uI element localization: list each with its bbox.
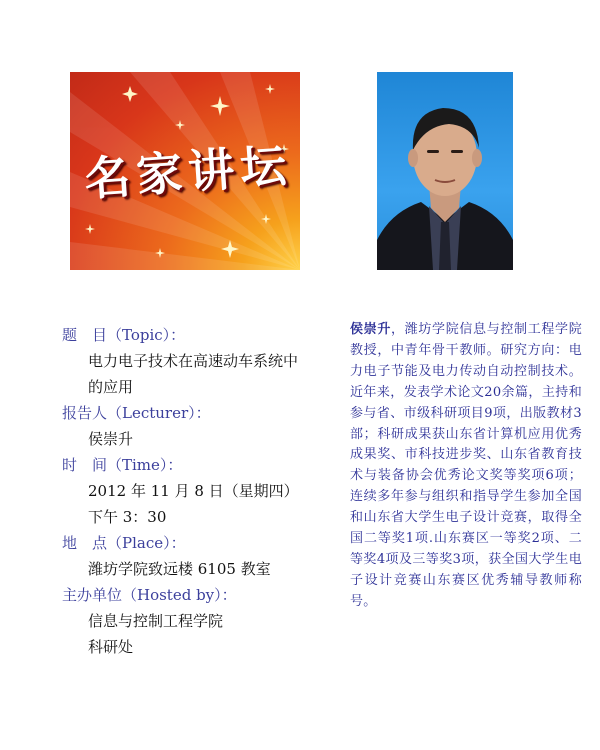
lecturer-name: 侯崇升 xyxy=(88,430,134,448)
time-label: 时 间（Time）： xyxy=(62,456,183,474)
bio-name: 侯崇升 xyxy=(350,322,392,337)
host-label: 主办单位（Hosted by）： xyxy=(62,586,237,604)
bio-text: ，潍坊学院信息与控制工程学院教授，中青年骨干教师。研究方向：电力电子节能及电力传动自动控制技术。近年来，发表学术论文20余篇，主持和参与省、市级科研项目9项，出版教材3部；科研成果获山东省计算机应用优秀成果奖、市科技进步奖、山东省教育技术与装备协会优秀论文奖等奖项6项；连续多年参与组织和指导学生参加全国和山东省大学生电子设计竞赛，取得全国二等奖1项.山东赛区一等奖2项、二等奖4项及三等奖3项，获全国大学生电子设计竞赛山东赛区优秀辅导教师称号。 xyxy=(350,322,583,609)
place-label: 地 点（Place）： xyxy=(62,534,186,552)
time-value: 下午 3：30 xyxy=(88,508,167,526)
host-1: 信息与控制工程学院 xyxy=(88,612,224,630)
topic-line-1: 电力电子技术在高速动车系统中 xyxy=(88,352,299,370)
place-value: 潍坊学院致远楼 6105 教室 xyxy=(88,560,271,578)
host-2: 科研处 xyxy=(88,638,134,656)
date-value: 2012 年 11 月 8 日（星期四） xyxy=(88,482,299,500)
banner-image xyxy=(70,72,300,270)
portrait-figure xyxy=(377,72,513,270)
banner-title: 名家讲坛 xyxy=(82,137,294,207)
lecture-info xyxy=(62,322,352,660)
lecturer-bio xyxy=(350,320,582,613)
lecturer-portrait xyxy=(377,72,513,270)
lecturer-label: 报告人（Lecturer）： xyxy=(62,404,211,422)
topic-label: 题 目（Topic）： xyxy=(62,326,186,344)
topic-line-2: 的应用 xyxy=(88,378,134,396)
